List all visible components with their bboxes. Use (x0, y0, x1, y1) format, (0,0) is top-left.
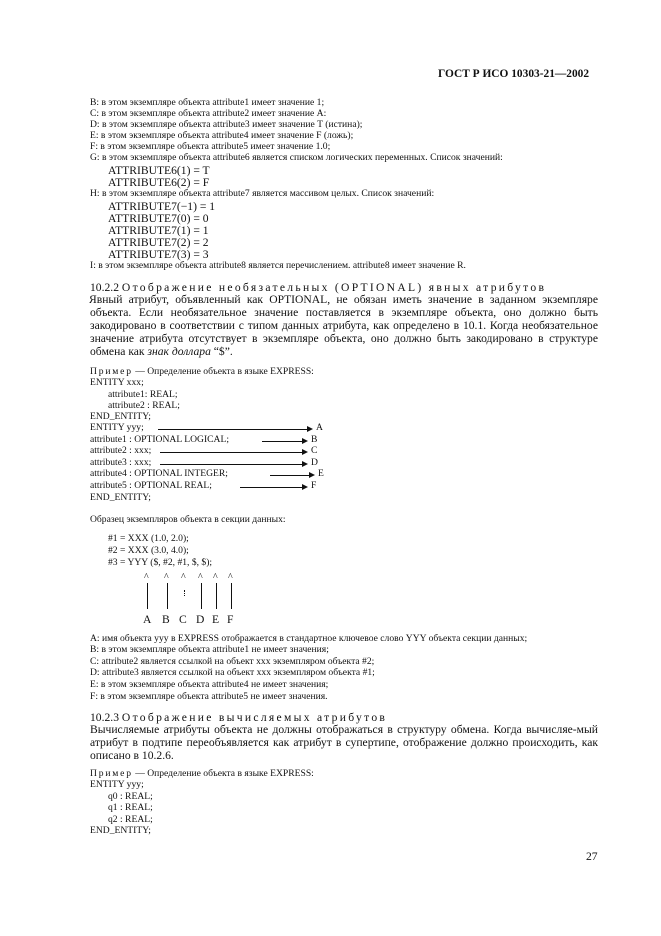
caret: ^ (198, 572, 203, 583)
pointer-line (167, 583, 168, 609)
pointer-line (184, 590, 185, 596)
code-line: q0 : REAL; (108, 791, 153, 802)
arrow-label: C (311, 445, 318, 456)
code-line: attribute1 : OPTIONAL LOGICAL; (90, 434, 229, 445)
pointer-label: A (143, 613, 152, 626)
arrow-head (302, 484, 308, 490)
code-line: attribute4 : OPTIONAL INTEGER; (90, 468, 228, 479)
pointer-line (147, 583, 148, 609)
arrow-label: A (316, 422, 323, 433)
section-title: Отображение необязательных (OPTIONAL) явных атрибутов (121, 281, 547, 294)
list-value: ATTRIBUTE7(3) = 3 (108, 248, 209, 261)
code-line: attribute2 : REAL; (108, 400, 180, 411)
list-item: C: attribute2 является ссылкой на объект xxx экземпляром объекта #2; (90, 656, 375, 667)
section-body: Явный атрибут, объявленный как OPTIONAL, не обязан иметь значение в заданном экземпляре объекта. Если необязательное значение поставляется в экземпляре объекта, оно должно быть закодировано в соответствии с типом данных атрибута, как определено в 10.1. Когда необязательное значение атрибута отсутствует в экземпляре объекта, оно должно быть закодировано в структуре обмена как знак доллара “$”. (89, 293, 598, 359)
list-item: E: в этом экземпляре объекта attribute4 имеет значение F (ложь); (90, 130, 354, 141)
list-item: I: в этом экземпляре объекта attribute8 является перечислением. attribute8 имеет значение R. (90, 260, 466, 271)
arrow-label: E (318, 468, 324, 479)
arrow-line (262, 441, 303, 442)
caret: ^ (228, 572, 233, 583)
arrow-line (160, 464, 303, 465)
code-line: END_ENTITY; (90, 825, 151, 836)
standard-header: ГОСТ Р ИСО 10303-21—2002 (438, 68, 590, 80)
list-value: ATTRIBUTE7(−1) = 1 (108, 200, 216, 213)
caret: ^ (181, 572, 186, 583)
caret: ^ (213, 572, 218, 583)
caret: ^ (144, 572, 149, 583)
code-line: attribute3 : xxx; (90, 457, 152, 468)
list-item: B: в этом экземпляре объекта attribute1 не имеет значения; (90, 644, 329, 655)
caret: ^ (164, 572, 169, 583)
code-line: ENTITY yyy; (90, 422, 144, 433)
arrow-line (270, 475, 310, 476)
arrow-label: F (311, 480, 317, 491)
pointer-label: F (227, 613, 234, 626)
pointer-label: C (179, 613, 187, 626)
section-body: Вычисляемые атрибуты объекта не должны отображаться в структуру обмена. Когда вычисляе-мый атрибут в подтипе переобъявляется как атрибут в супертипе, отображение должно происходить, как описано в 10.2.6. (90, 723, 598, 763)
list-value: ATTRIBUTE7(2) = 2 (108, 236, 209, 249)
arrow-label: D (311, 457, 318, 468)
sample-intro: Образец экземпляров объекта в секции данных: (90, 514, 286, 525)
list-item: B: в этом экземпляре объекта attribute1 имеет значение 1; (90, 97, 325, 108)
arrow-head (302, 461, 308, 467)
arrow-head (307, 426, 313, 432)
code-line: attribute5 : OPTIONAL REAL; (90, 480, 212, 491)
page-number: 27 (586, 850, 598, 863)
example-intro: Пример — Определение объекта в языке EXPRESS: (90, 768, 314, 779)
list-item: D: в этом экземпляре объекта attribute3 имеет значение T (истина); (90, 119, 363, 130)
code-line: attribute2 : xxx; (90, 445, 152, 456)
code-line: END_ENTITY; (90, 492, 151, 503)
pointer-label: B (162, 613, 170, 626)
code-line: q1 : REAL; (108, 802, 153, 813)
list-item: E: в этом экземпляре объекта attribute4 не имеет значения; (90, 679, 329, 690)
section-number: 10.2.2 (90, 281, 119, 294)
arrow-line (158, 429, 308, 430)
code-line: ENTITY yyy; (90, 779, 144, 790)
arrow-head (302, 438, 308, 444)
pointer-line (231, 583, 232, 609)
list-value: ATTRIBUTE6(2) = F (108, 176, 210, 189)
list-item: G: в этом экземпляре объекта attribute6 является списком логических переменных. Список значений: (90, 152, 503, 163)
example-intro: Пример — Определение объекта в языке EXPRESS: (90, 366, 314, 377)
list-item: C: в этом экземпляре объекта attribute2 имеет значение A: (90, 108, 327, 119)
code-line: q2 : REAL; (108, 814, 153, 825)
sample-line: #2 = XXX (3.0, 4.0); (108, 545, 189, 556)
arrow-head (302, 449, 308, 455)
pointer-line (216, 583, 217, 609)
list-item: H: в этом экземпляре объекта attribute7 является массивом целых. Список значений: (90, 188, 435, 199)
list-item: F: в этом экземпляре объекта attribute5 имеет значение 1.0; (90, 141, 331, 152)
pointer-label: D (196, 613, 205, 626)
sample-line: #1 = XXX (1.0, 2.0); (108, 533, 189, 544)
section-number: 10.2.3 (90, 711, 119, 724)
list-value: ATTRIBUTE7(0) = 0 (108, 212, 209, 225)
section-title: Отображение вычисляемых атрибутов (121, 711, 388, 724)
list-item: D: attribute3 является ссылкой на объект xxx экземпляром объекта #1; (90, 667, 375, 678)
list-item: A: имя объекта yyy в EXPRESS отображается в стандартное ключевое слово YYY объекта секции данных; (90, 633, 528, 644)
list-value: ATTRIBUTE6(1) = T (108, 164, 210, 177)
code-line: attribute1: REAL; (108, 389, 178, 400)
list-value: ATTRIBUTE7(1) = 1 (108, 224, 209, 237)
arrow-line (240, 487, 303, 488)
pointer-label: E (212, 613, 220, 626)
code-line: ENTITY xxx; (90, 377, 144, 388)
pointer-line (201, 583, 202, 609)
code-line: END_ENTITY; (90, 411, 151, 422)
arrow-label: B (311, 434, 318, 445)
list-item: F: в этом экземпляре объекта attribute5 не имеет значения. (90, 691, 328, 702)
sample-line: #3 = YYY ($, #2, #1, $, $); (108, 557, 213, 568)
arrow-head (309, 472, 315, 478)
arrow-line (160, 452, 303, 453)
